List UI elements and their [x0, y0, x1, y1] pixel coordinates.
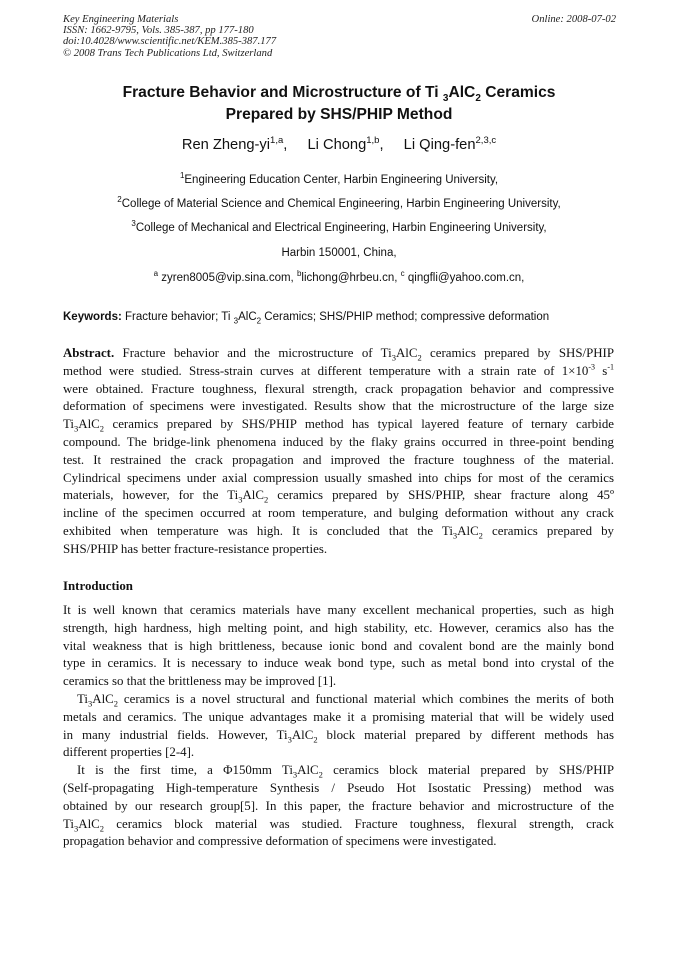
online-date: Online: 2008-07-02: [531, 14, 616, 25]
abstract-line: Cylindrical specimens under axial compression usually smashed into chips for most of the ceramics: [63, 470, 614, 485]
abstract: [63, 345, 614, 559]
intro-body: [63, 602, 614, 851]
keywords-sub: 3: [233, 316, 239, 326]
affil-text: College of Mechanical and Electrical Engineering, Harbin Engineering University,: [135, 222, 547, 234]
abstract-line: exhibited when temperature was high. It is concluded that the $Ti_3AlC_2$ ceramics prepared by: [63, 523, 614, 541]
author-affil-sup: 2,3,c: [475, 135, 497, 147]
intro-line: It is well known that ceramics materials have many excellent mechanical properties, such as high: [63, 603, 614, 617]
email-sup: b: [296, 269, 302, 279]
title-sub: 3: [442, 93, 449, 105]
title-text: Fracture Behavior and Microstructure of Ti: [122, 84, 443, 101]
abstract-line: $Ti_3AlC_2$ ceramics prepared by SHS/PHIP method has typical layered feature of ternary carbide: [63, 417, 614, 434]
intro-line: It is the first time, a Φ150mm $Ti_3AlC_2$ ceramics block material prepared by SHS/PHIP: [77, 763, 614, 780]
intro-line: $Ti_3AlC_2$ ceramics is a novel structural and functional material which combines the merits of both: [77, 691, 614, 709]
abstract-line: materials, however, for the $Ti_3AlC_2$ ceramics prepared by SHS/PHIP, shear fracture along 45º: [63, 488, 614, 505]
intro-line: vital weakness that is high brittleness, because ionic bond and covalent bond are the mainly bond: [63, 638, 614, 653]
journal-header: [63, 14, 616, 59]
email-text: lichong@hrbeu.cn,: [301, 272, 401, 284]
intro-line: propagation behavior and compressive deformation of specimens were investigated.: [63, 834, 497, 849]
author-name: Li Chong: [307, 137, 367, 153]
intro-line: (Self-propagating High-temperature Synthesis / Pseudo Hot Isostatic Pressing) method was: [63, 780, 614, 795]
affil-sup: 1: [179, 171, 185, 181]
keywords-label: Keywords:: [63, 311, 122, 323]
title-sub: 2: [475, 93, 481, 105]
section-heading: Introduction: [63, 579, 133, 593]
affiliation-city: Harbin 150001, China,: [281, 247, 397, 259]
email-sup: a: [153, 269, 159, 279]
abstract-label: Abstract.: [63, 346, 115, 360]
keywords-text: AlC: [238, 311, 257, 323]
email-line: [40, 270, 638, 286]
email-text: qingfli@yahoo.com.cn,: [404, 272, 525, 284]
author-separator: ,: [283, 137, 288, 153]
author-affil-sup: 1,b: [366, 135, 380, 147]
email-sup: c: [400, 269, 405, 279]
affil-text: Engineering Education Center, Harbin Engineering University,: [184, 174, 499, 186]
intro-line: type in ceramics. It is necessary to induce weak bond type, such as metal bond into crystal of the: [63, 656, 614, 671]
copyright-line: © 2008 Trans Tech Publications Ltd, Switzerland: [63, 47, 273, 59]
title-text: AlC: [448, 84, 476, 101]
author-list: [40, 135, 638, 155]
author-separator: ,: [379, 137, 384, 153]
title-text: Ceramics: [480, 84, 556, 101]
author-name: Li Qing-fen: [403, 137, 476, 153]
doi-line: doi:10.4028/www.scientific.net/KEM.385-387.177: [63, 36, 277, 48]
abstract-line: were obtained. Fracture toughness, flexural strength, crack propagation behavior and compressive: [63, 381, 614, 396]
affiliation-1: [40, 172, 638, 188]
email-text: zyren8005@vip.sina.com,: [158, 272, 297, 284]
intro-line: obtained by our research group[5]. In this paper, the fracture behavior and microstructure of the: [63, 798, 614, 813]
affil-text: College of Material Science and Chemical Engineering, Harbin Engineering University,: [121, 198, 561, 210]
intro-line: in many industrial fields. However, $Ti_3AlC_2$ block material prepared by different methods has: [63, 727, 614, 745]
affil-sup: 3: [131, 219, 136, 229]
title-line-2: Prepared by SHS/PHIP Method: [225, 106, 453, 123]
abstract-line: test. It restrained the crack propagation and improved the fracture toughness of the material.: [63, 452, 614, 467]
keywords-text: Ceramics; SHS/PHIP method; compressive deformation: [261, 311, 550, 323]
author-name: Ren Zheng-yi: [181, 137, 271, 153]
intro-line: ceramics so that the brittleness may be improved [1].: [63, 674, 337, 689]
intro-line: $Ti_3AlC_2$ ceramics block material was studied. Fracture toughness, flexural strength, crack: [63, 816, 614, 834]
affiliation-3: [40, 220, 638, 236]
paper-title: [40, 82, 638, 126]
abstract-line: incline of the specimen occurred at room temperature, and bulging deformation without any crack: [63, 506, 614, 521]
abstract-line: SHS/PHIP has better fracture-resistance properties.: [63, 541, 328, 556]
intro-line: strength, high hardness, high melting point, and high stability, etc. However, ceramics also has the: [63, 620, 614, 635]
affiliation-2: [40, 196, 638, 212]
abstract-line: method were studied. Stress-strain curves at different temperature with a strain rate of $1\times 10^{-3}$ $s^{-1}$: [63, 362, 615, 378]
keywords-sub: 2: [256, 316, 262, 326]
intro-line: metals and ceramics. The unique advantages make it a promising material that will be widely used: [63, 709, 614, 724]
affil-sup: 2: [117, 195, 122, 205]
author-affil-sup: 1,a: [270, 135, 284, 147]
issn-line: ISSN: 1662-9795, Vols. 385-387, pp 177-180: [63, 25, 254, 37]
keywords-text: Fracture behavior; Ti: [121, 311, 234, 323]
abstract-line: Abstract. Fracture behavior and the microstructure of $Ti_3AlC_2$ ceramics prepared by SHS/PHIP: [63, 346, 615, 363]
abstract-line: compound. The bridge-link phenomena induced by the flaky grains occurred in three-point bending: [63, 434, 614, 449]
intro-line: different properties [2-4].: [63, 745, 195, 760]
abstract-line: deformation of specimens were investigated. Results show that the microstructure of the large size: [63, 399, 614, 414]
keywords: [63, 309, 623, 325]
journal-name: Key Engineering Materials: [63, 14, 179, 25]
